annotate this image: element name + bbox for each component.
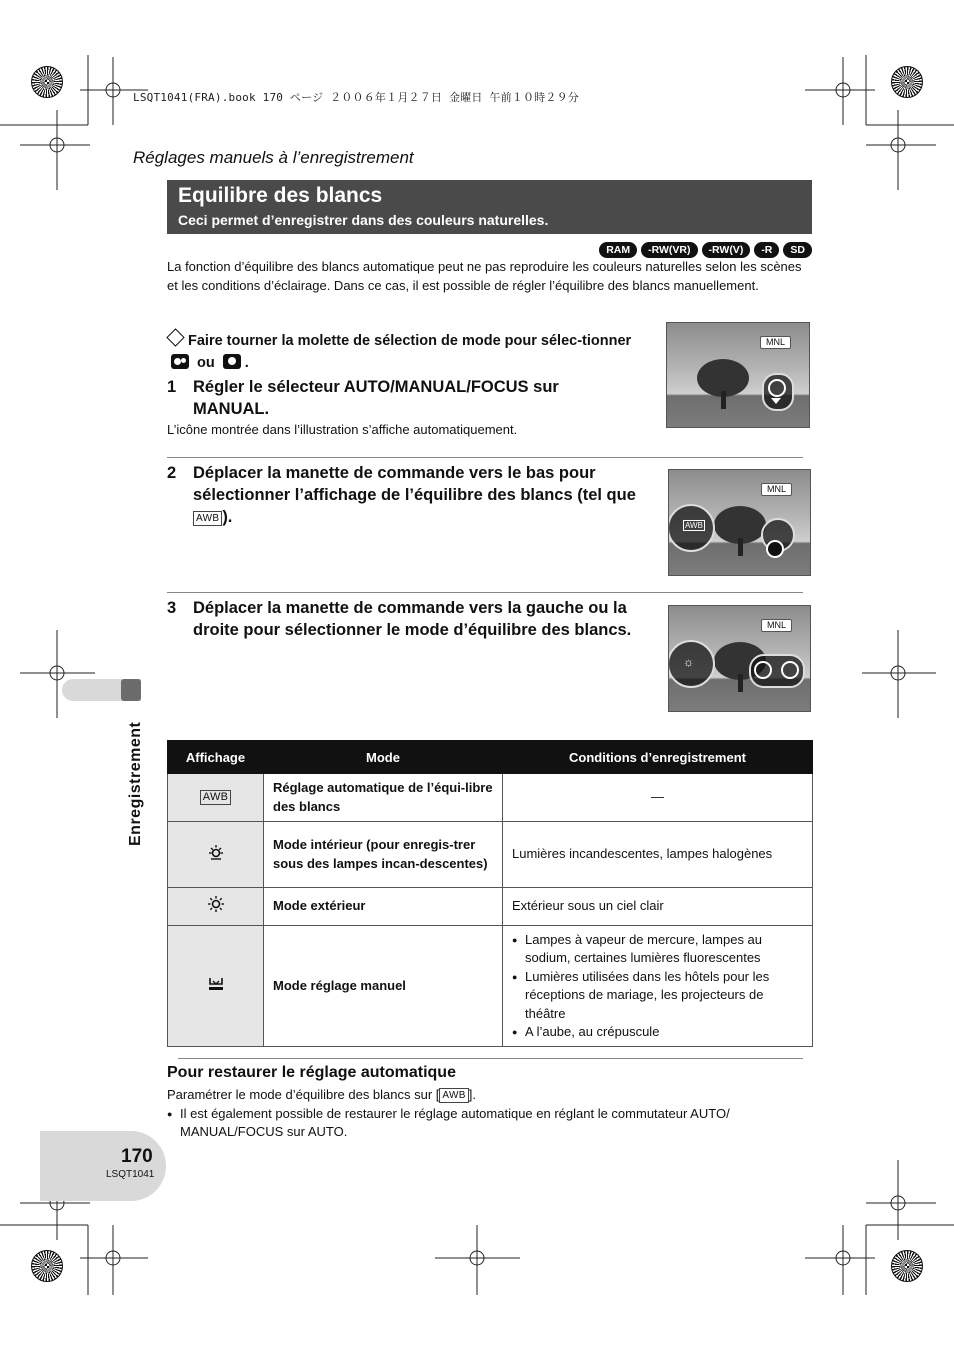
minus-icon: [754, 661, 772, 679]
mnl-indicator: MNL: [761, 619, 792, 632]
list-item: ● Lumières utilisées dans les hôtels pour les réceptions de mariage, les projecteurs de théâtre: [525, 968, 803, 1024]
indoor-bulb-icon: [207, 843, 225, 861]
table-header-row: [168, 741, 813, 774]
table-cell: [168, 926, 264, 1047]
step-number: 2: [167, 464, 177, 482]
step-3: [167, 597, 647, 667]
restore-text: [167, 1086, 817, 1142]
table-cell: Réglage automatique de l’équi-libre des blancs: [264, 774, 503, 822]
chapter-tab-marker: [121, 679, 141, 701]
awb-icon: AWB: [193, 511, 222, 526]
divider: [178, 1058, 803, 1059]
sun-icon: ☼: [683, 655, 694, 669]
table-row: [168, 774, 813, 822]
pre-step-text: .: [244, 354, 249, 371]
table-cell: [168, 822, 264, 888]
conditions-list: [512, 931, 803, 1042]
table-cell: [168, 888, 264, 926]
pre-step-text: ou: [197, 354, 215, 371]
plus-icon: [781, 661, 799, 679]
table-header: Affichage: [168, 741, 264, 774]
media-badge: -R: [754, 242, 779, 258]
table-header: Conditions d’enregistrement: [503, 741, 813, 774]
restore-line: [167, 1086, 817, 1105]
step-2: [167, 462, 647, 532]
restore-title: Pour restaurer le réglage automatique: [167, 1064, 456, 1081]
step-text: Déplacer la manette de commande vers la gauche ou la droite pour sélectionner le mode d’équilibre des blancs.: [193, 599, 632, 639]
file-header: LSQT1041(FRA).book 170 ページ ２００６年１月２７日 金曜日 午前１０時２９分: [133, 91, 579, 104]
table-row: [168, 926, 813, 1047]
restore-line-text: Paramétrer le mode d’équilibre des blancs sur [: [167, 1087, 440, 1102]
table-cell: Mode intérieur (pour enregis-trer sous des lampes incan-descentes): [264, 822, 503, 888]
table-cell: Lumières incandescentes, lampes halogènes: [503, 822, 813, 888]
awb-icon: AWB: [685, 521, 703, 530]
media-badge: -RW(VR): [641, 242, 697, 258]
table-cell: Mode extérieur: [264, 888, 503, 926]
tree-trunk: [738, 538, 743, 556]
media-badges: [599, 242, 812, 258]
tree-trunk: [721, 391, 726, 409]
divider: [167, 592, 803, 593]
pre-step: [167, 331, 647, 374]
camera-mode-icon: [223, 354, 241, 369]
media-badge: -RW(V): [702, 242, 751, 258]
manual-wb-icon: [207, 975, 225, 991]
divider: [167, 457, 803, 458]
mnl-indicator: MNL: [760, 336, 791, 349]
page-subtitle: Ceci permet d’enregistrer dans des couleurs naturelles.: [178, 212, 549, 228]
restore-bullet: ● Il est également possible de restaurer le réglage automatique en réglant le commutateur AUTO/ MANUAL/FOCUS sur AUTO.: [167, 1105, 817, 1142]
section-title: Réglages manuels à l’enregistrement: [133, 148, 414, 167]
camera-screen-step-2: [668, 469, 811, 576]
step-number: 1: [167, 378, 177, 396]
step-1: [167, 376, 637, 420]
camera-screen-step-3: [668, 605, 811, 712]
pre-step-text: Faire tourner la molette de sélection de mode pour sélec-tionner: [188, 333, 632, 349]
table-row: [168, 888, 813, 926]
page-code: LSQT1041: [106, 1169, 155, 1180]
awb-icon: AWB: [439, 1088, 468, 1103]
step-text: ).: [222, 508, 233, 526]
chapter-label: Enregistrement: [127, 721, 144, 846]
camera-screen-step-1: [666, 322, 810, 428]
table-cell: —: [503, 774, 813, 822]
step-number: 3: [167, 599, 177, 617]
wb-mode-icon: [768, 379, 786, 397]
awb-icon: AWB: [200, 790, 232, 805]
table-cell: [503, 926, 813, 1047]
diamond-icon: [166, 328, 184, 346]
step-text: Déplacer la manette de commande vers le bas pour sélectionner l’affichage de l’équilibre des blancs (tel que: [193, 464, 636, 504]
arrow-down-icon: [766, 540, 784, 558]
table-row: [168, 822, 813, 888]
step-1-note: L’icône montrée dans l’illustration s’affiche automatiquement.: [167, 422, 518, 437]
list-item: ● Lampes à vapeur de mercure, lampes au sodium, certaines lumières fluorescentes: [525, 931, 803, 968]
step-text: Régler le sélecteur AUTO/MANUAL/FOCUS sur MANUAL.: [193, 378, 559, 418]
white-balance-table: [167, 740, 813, 1047]
table-cell: Mode réglage manuel: [264, 926, 503, 1047]
title-bar: [167, 180, 812, 234]
mnl-indicator: MNL: [761, 483, 792, 496]
restore-line-text: ].: [468, 1087, 476, 1102]
table-cell: Extérieur sous un ciel clair: [503, 888, 813, 926]
media-badge: RAM: [599, 242, 637, 258]
page-title: Equilibre des blancs: [178, 184, 383, 207]
page-number: 170: [121, 1146, 153, 1167]
table-cell: [168, 774, 264, 822]
media-badge: SD: [783, 242, 812, 258]
tree-trunk: [738, 674, 743, 692]
arrow-down-icon: [771, 398, 781, 404]
list-item: ● A l’aube, au crépuscule: [525, 1023, 803, 1042]
intro-paragraph: La fonction d’équilibre des blancs automatique peut ne pas reproduire les couleurs naturelles selon les scènes et les conditions d’éclairage. Dans ce cas, il est possible de régler l’équilibre des blancs manuellement.: [167, 259, 802, 293]
table-header: Mode: [264, 741, 503, 774]
sun-icon: [207, 895, 225, 913]
video-mode-icon: [171, 354, 189, 369]
